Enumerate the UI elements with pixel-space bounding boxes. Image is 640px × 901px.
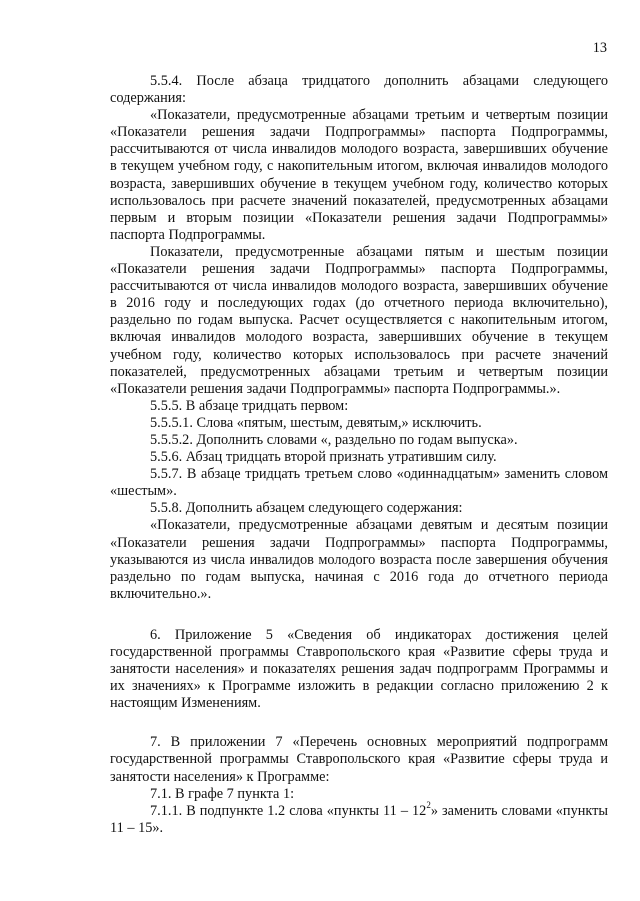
section-spacer [110, 603, 608, 627]
paragraph-5-5-5: 5.5.5. В абзаце тридцать первом: [150, 397, 349, 414]
paragraph-indicators-5-6: Показатели, предусмотренные абзацами пятым и шестым позиции «Показатели решения задачи Подпрограммы» паспорта Подпрограммы, рассчитываются от числа инвалидов молодого возраста, завершивших обучение в 2016 году и последующих годах (до отчетного периода включительно), раздельно по годам выпуска. Расчет осуществляется с накопительным итогом, включая инвалидов молодого возраста, завершивших обучение в текущем учебном году, количество которых использовалось при расчете значений показателей, предусмотренных абзацами третьим и четвертым позиции «Показатели решения задачи Подпрограммы» паспорта Подпрограммы.». [110, 243, 608, 397]
paragraph-7: 7. В приложении 7 «Перечень основных мероприятий подпрограмм государственной программы Ставропольского края «Развитие сферы труда и занятости населения» к Программе: [110, 734, 608, 785]
paragraph-5-5-8: 5.5.8. Дополнить абзацем следующего содержания: [150, 500, 463, 517]
paragraph-5-5-4: 5.5.4. После абзаца тридцатого дополнить абзацами следующего содержания: [110, 73, 608, 107]
paragraph-5-5-5-2: 5.5.5.2. Дополнить словами «, раздельно по годам выпуска». [150, 431, 518, 448]
paragraph-7-1-1-text-end: » заменить словами «пункты 11 – 15». [110, 802, 608, 836]
paragraph-indicators-3-4: «Показатели, предусмотренные абзацами третьим и четвертым позиции «Показатели решения задачи Подпрограммы» паспорта Подпрограммы, рассчитываются от числа инвалидов молодого возраста, завершивших обучение в текущем учебном году, с накопительным итогом, включая инвалидов молодого возраста, завершивших обучение в текущем учебном году, количество которых использовалось при расчете значений показателей, предусмотренных абзацами первым и вторым позиции «Показатели решения задачи Подпрограммы» паспорта Подпрограммы. [110, 107, 608, 243]
paragraph-5-5-7: 5.5.7. В абзаце тридцать третьем слово «одиннадцатым» заменить словом «шестым». [110, 466, 608, 500]
page-number: 13 [592, 40, 607, 56]
paragraph-5-5-6: 5.5.6. Абзац тридцать второй признать утратившим силу. [150, 449, 497, 466]
paragraph-6: 6. Приложение 5 «Сведения об индикаторах достижения целей государственной программы Ставропольского края «Развитие сферы труда и занятости населения» и показателях решения задач подпрограмм Программы и их значениях» к Программе изложить в редакции согласно приложению 2 к настоящим Изменениям. [110, 626, 608, 712]
paragraph-7-1: 7.1. В графе 7 пункта 1: [150, 785, 295, 802]
superscript: 2 [426, 799, 431, 810]
document-body [110, 73, 608, 837]
section-spacer [110, 712, 608, 734]
paragraph-5-5-5-1: 5.5.5.1. Слова «пятым, шестым, девятым,» исключить. [150, 414, 482, 431]
paragraph-7-1-1 [110, 799, 608, 837]
paragraph-7-1-1-text-start: 7.1.1. В подпункте 1.2 слова «пункты 11 – 12 [150, 802, 427, 819]
paragraph-indicators-9-10: «Показатели, предусмотренные абзацами девятым и десятым позиции «Показатели решения задачи Подпрограммы» паспорта Подпрограммы, указываются из числа инвалидов молодого возраста после завершения обучения раздельно по годам выпуска, начиная с 2016 года до отчетного периода включительно.». [110, 517, 608, 602]
